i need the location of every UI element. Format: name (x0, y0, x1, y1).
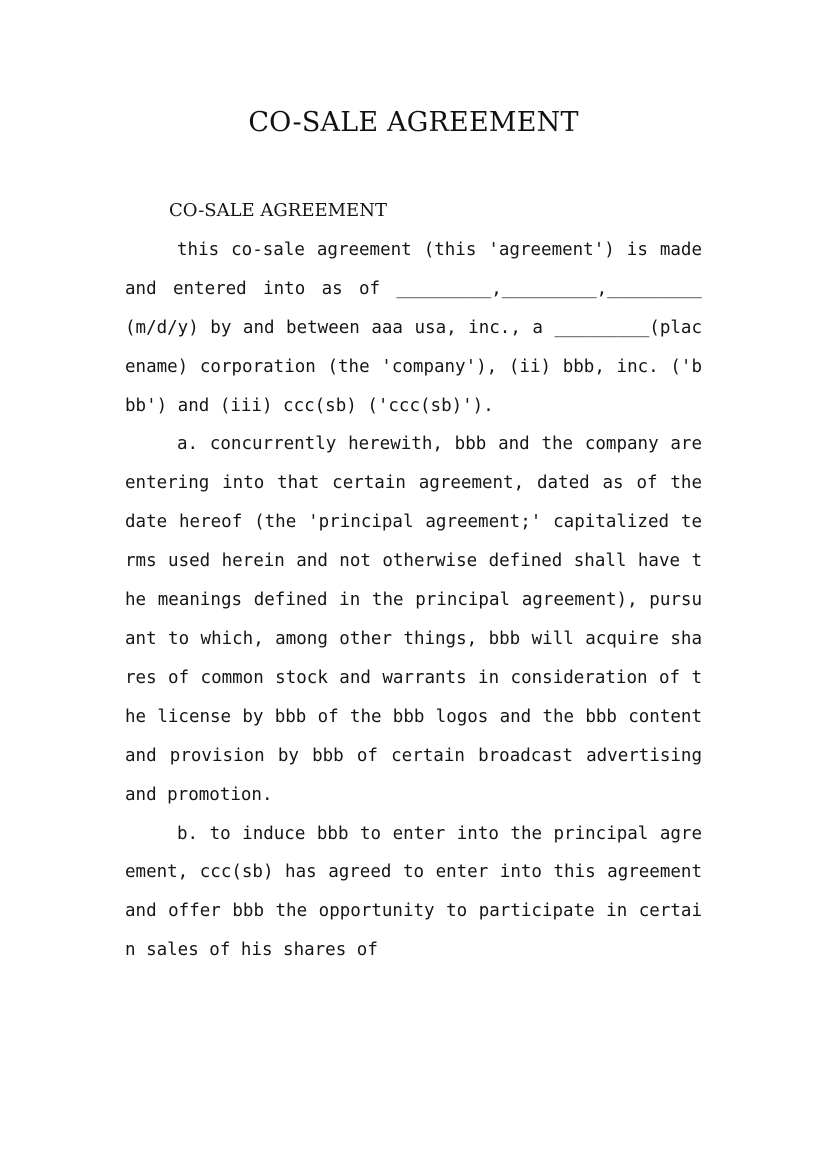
paragraph-recital-b: b. to induce bbb to enter into the principal agreement, ccc(sb) has agreed to enter into this agreement and offer bbb the opportunity to participate in certain sales of his shares of (125, 823, 702, 961)
document-title: CO-SALE AGREEMENT (248, 107, 579, 138)
paragraph-recital-a: a. concurrently herewith, bbb and the company are entering into that certain agreement, dated as of the date hereof (the 'principal agreement;' capitalized terms used herein and not otherwise defined shall have the meanings defined in the principal agreement), pursuant to which, among other things, bbb will acquire shares of common stock and warrants in consideration of the license by bbb of the bbb logos and the bbb content and provision by bbb of certain broadcast advertising and promotion. (125, 434, 702, 805)
paragraph-intro: this co-sale agreement (this 'agreement') is made and entered into as of _________,_________,_________(m/d/y) by and between aaa usa, inc., a _________(placename) corporation (the 'company'), (ii) bbb, inc. ('bbb') and (iii) ccc(sb) ('ccc(sb)'). (125, 239, 702, 416)
document-subheading: CO-SALE AGREEMENT (169, 200, 387, 221)
document-body (125, 192, 702, 970)
